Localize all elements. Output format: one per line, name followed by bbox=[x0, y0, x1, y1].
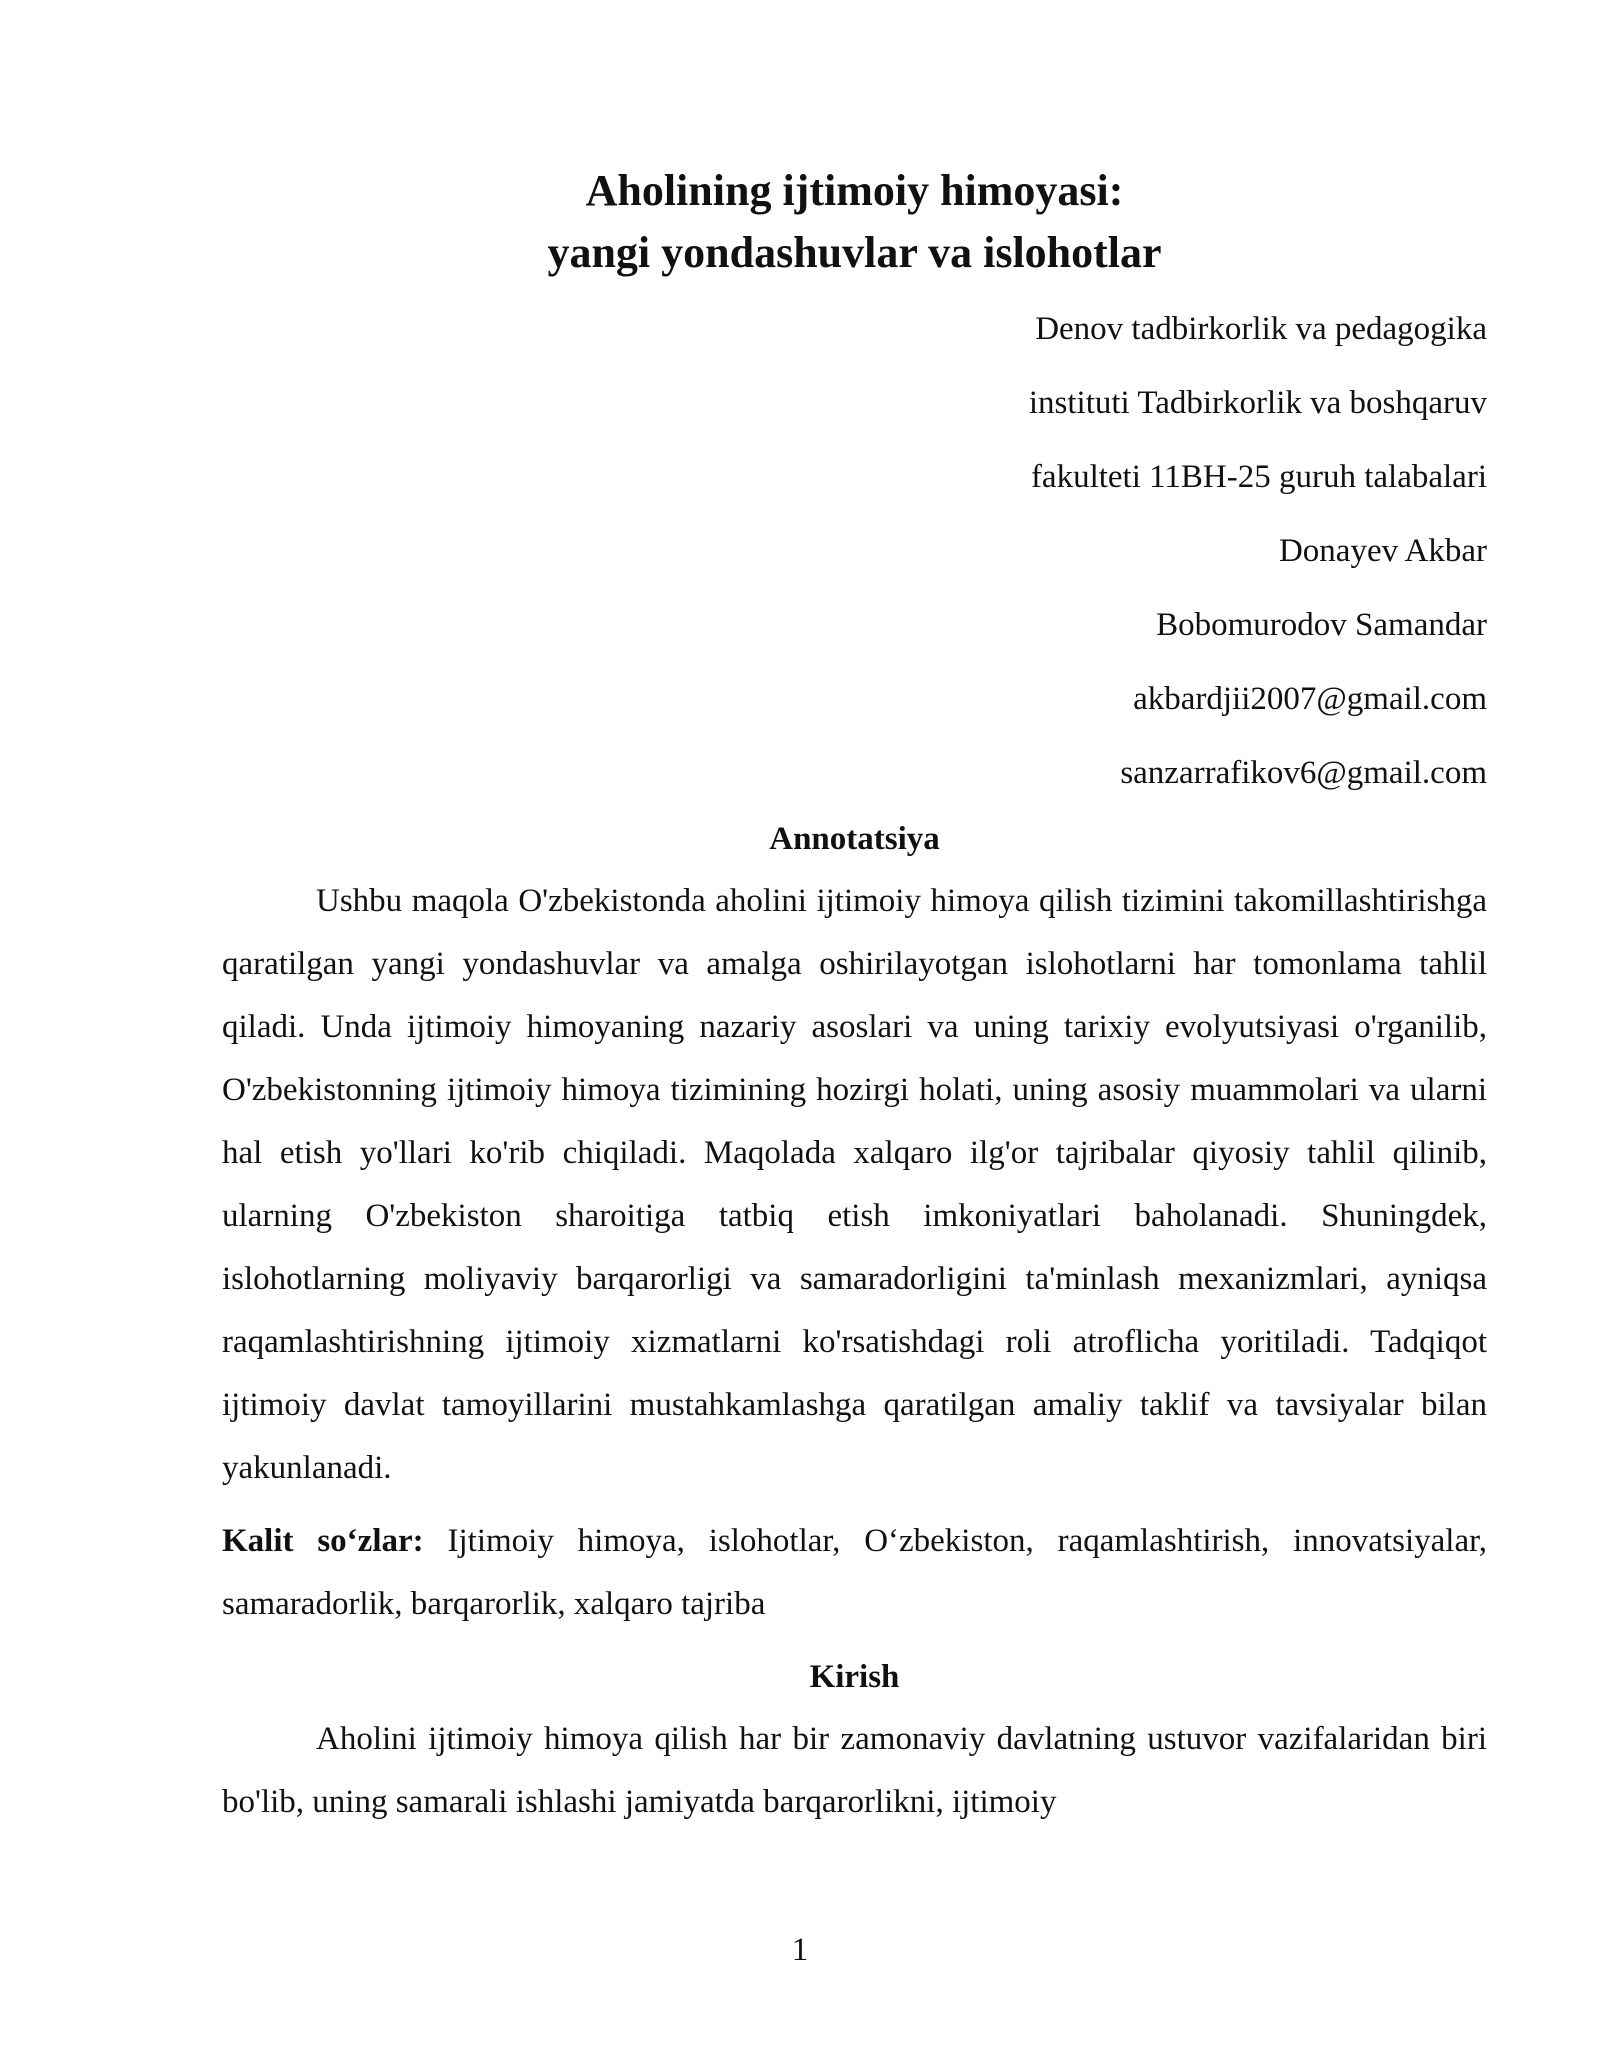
affiliation-line-1: Denov tadbirkorlik va pedagogika bbox=[1035, 311, 1487, 347]
author-name-1: Donayev Akbar bbox=[1278, 533, 1487, 569]
article-title bbox=[222, 160, 1487, 284]
affiliation-line-2: instituti Tadbirkorlik va boshqaruv bbox=[1028, 385, 1487, 421]
author-email-1: akbardjii2007@gmail.com bbox=[1133, 681, 1487, 717]
keywords-paragraph bbox=[222, 1510, 1487, 1636]
introduction-heading: Kirish bbox=[809, 1659, 900, 1695]
keywords-label: Kalit so‘zlar: bbox=[222, 1523, 424, 1559]
annotation-heading: Annotatsiya bbox=[769, 821, 940, 857]
title-line-1: Aholining ijtimoiy himoyasi: bbox=[585, 166, 1124, 215]
affiliation-line-3: fakulteti 11BH-25 guruh talabalari bbox=[1030, 459, 1487, 495]
introduction-text: Aholini ijtimoiy himoya qilish har bir zamonaviy davlatning ustuvor vazifalaridan biri bo'lib, uning samarali ishlashi jamiyatda barqarorlikni, ijtimoiy bbox=[222, 1721, 1487, 1820]
author-name-2: Bobomurodov Samandar bbox=[1156, 607, 1487, 643]
title-line-2: yangi yondashuvlar va islohotlar bbox=[547, 228, 1162, 277]
author-block bbox=[222, 292, 1487, 810]
page-content bbox=[222, 160, 1487, 1834]
page-number: 1 bbox=[791, 1932, 809, 1968]
annotation-text: Ushbu maqola O'zbekistonda aholini ijtimoiy himoya qilish tizimini takomillashtirishga qaratilgan yangi yondashuvlar va amalga oshirilayotgan islohotlarni har tomonlama tahlil qiladi. Unda ijtimoiy himoyaning nazariy asoslari va uning tarixiy evolyutsiyasi o'rganilib, O'zbekistonning ijtimoiy himoya tizimining hozirgi holati, uning asosiy muammolari va ularni hal etish yo'llari ko'rib chiqiladi. Maqolada xalqaro ilg'or tajribalar qiyosiy tahlil qilinib, ularning O'zbekiston sharoitiga tatbiq etish imkoniyatlari baholanadi. Shuningdek, islohotlarning moliyaviy barqarorligi va samaradorligini ta'minlash mexanizmlari, ayniqsa raqamlashtirishning ijtimoiy xizmatlarni ko'rsatishdagi roli atroflicha yoritiladi. Tadqiqot ijtimoiy davlat tamoyillarini mustahkamlashga qaratilgan amaliy taklif va tavsiyalar bilan yakunlanadi. bbox=[222, 883, 1487, 1486]
keywords-text: Ijtimoiy himoya, islohotlar, O‘zbekiston, raqamlashtirish, innovatsiyalar, samaradorlik, barqarorlik, xalqaro tajriba bbox=[222, 1523, 1488, 1622]
author-email-2: sanzarrafikov6@gmail.com bbox=[1120, 755, 1487, 791]
